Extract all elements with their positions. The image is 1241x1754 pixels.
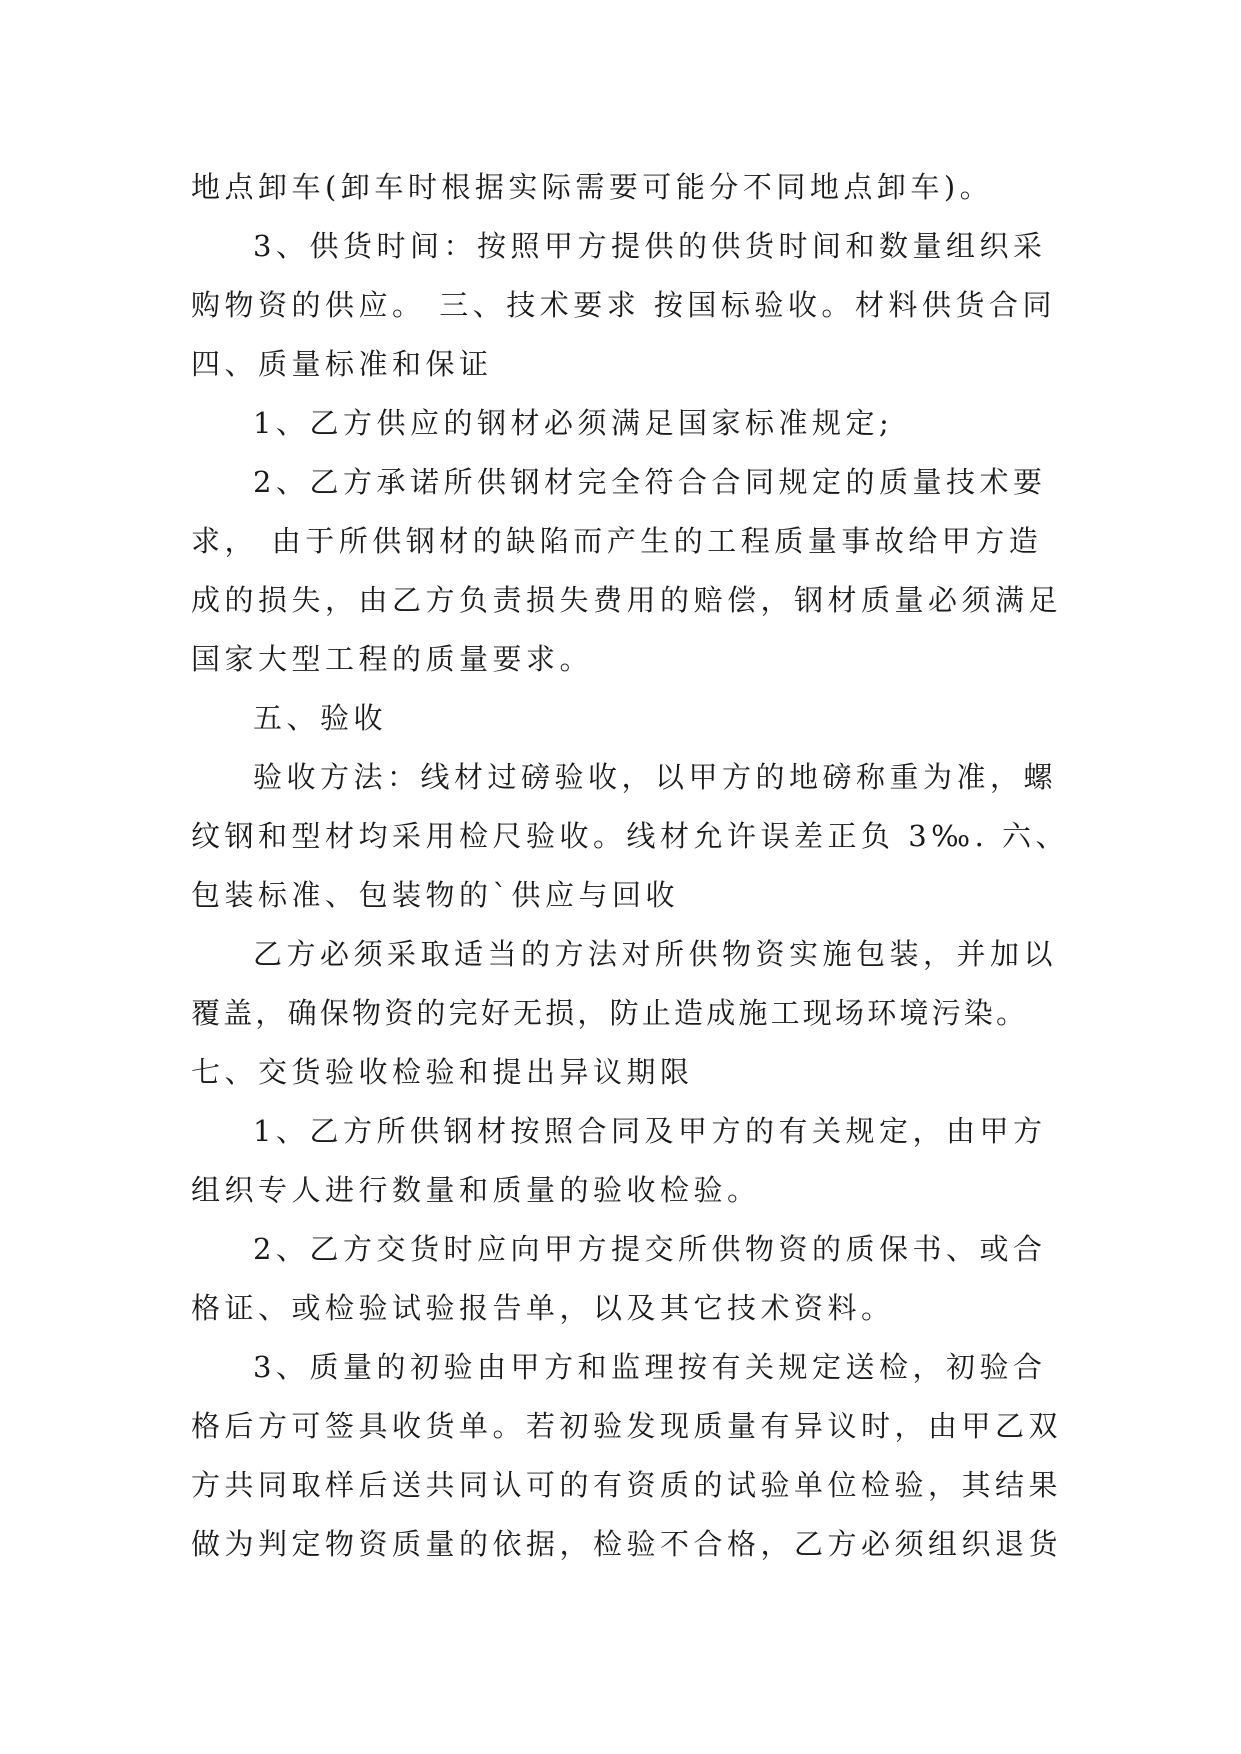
text-line: 覆盖，确保物资的完好无损，防止造成施工现场环境污染。 [191,996,1029,1030]
text-line: 乙方必须采取适当的方法对所供物资实施包装，并加以 [253,937,1058,971]
section-heading: 七、交货验收检验和提出异议期限 [191,1055,694,1089]
text-line: 包装标准、包装物的`供应与回收 [191,878,680,912]
text-line: 做为判定物资质量的依据，检验不合格，乙方必须组织退货 [191,1527,1063,1561]
text-line: 1、乙方供应的钢材必须满足国家标准规定; [253,406,894,440]
text-line: 2、乙方承诺所供钢材完全符合合同规定的质量技术要 [253,465,1047,499]
text-line: 地点卸车(卸车时根据实际需要可能分不同地点卸车)。 [191,170,994,204]
text-line: 求， 由于所供钢材的缺陷而产生的工程质量事故给甲方造 [191,524,1043,558]
text-line: 购物资的供应。 三、技术要求 按国标验收。材料供货合同 [191,288,1056,322]
text-line: 3、质量的初验由甲方和监理按有关规定送检，初验合 [253,1350,1047,1384]
text-line: 组织专人进行数量和质量的验收检验。 [191,1173,761,1207]
text-line: 格后方可签具收货单。若初验发现质量有异议时，由甲乙双 [191,1409,1063,1443]
section-heading: 五、验收 [253,701,388,735]
text-line: 方共同取样后送共同认可的有资质的试验单位检验，其结果 [191,1468,1063,1502]
text-line: 成的损失，由乙方负责损失费用的赔偿，钢材质量必须满足 [191,583,1063,617]
text-line: 验收方法：线材过磅验收，以甲方的地磅称重为准，螺 [253,760,1058,794]
document-body [191,158,1071,1574]
text-line: 3、供货时间：按照甲方提供的供货时间和数量组织采 [253,229,1047,263]
text-line: 1、乙方所供钢材按照合同及甲方的有关规定，由甲方 [253,1114,1047,1148]
text-line: 纹钢和型材均采用检尺验收。线材允许误差正负 3‰. 六、 [191,819,1070,853]
text-line: 2、乙方交货时应向甲方提交所供物资的质保书、或合 [253,1232,1047,1266]
text-line: 国家大型工程的质量要求。 [191,642,594,676]
section-heading: 四、质量标准和保证 [191,347,493,381]
text-line: 格证、或检验试验报告单，以及其它技术资料。 [191,1291,895,1325]
